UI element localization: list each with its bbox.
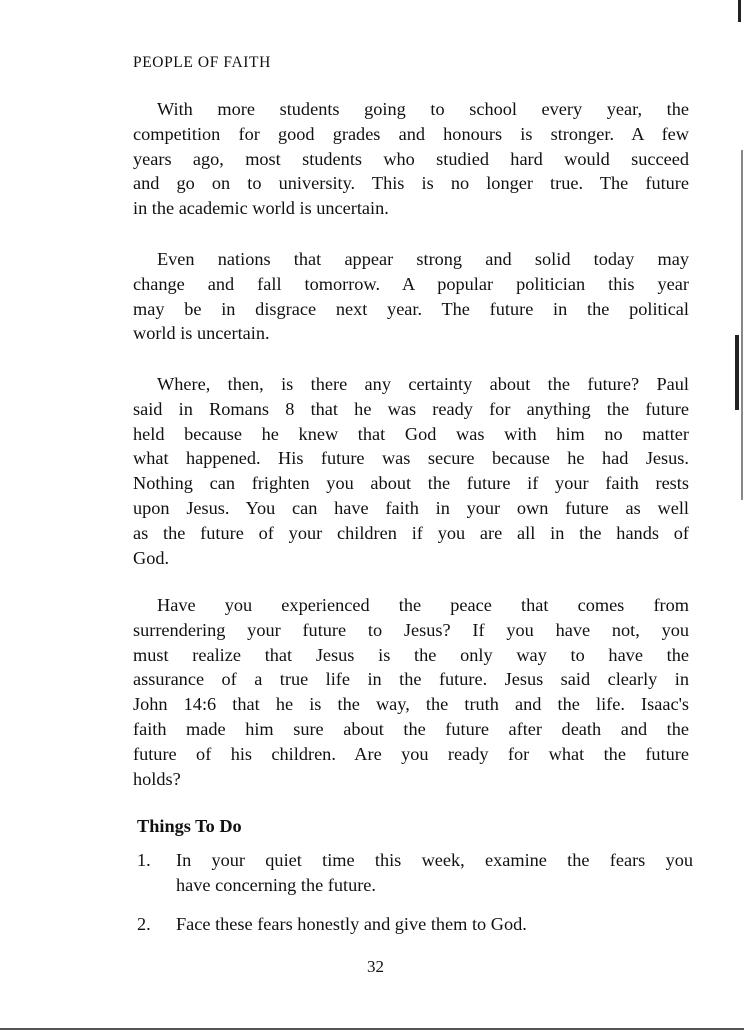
item-number: 1. — [137, 850, 151, 870]
text-line: holds? — [133, 768, 181, 789]
list-item — [137, 912, 693, 937]
paragraph — [133, 593, 689, 791]
text-line: upon Jesus. You can have faith in your own future as well — [133, 497, 689, 518]
paragraph — [133, 372, 689, 570]
text-line: as the future of your children if you are all in the hands of — [133, 522, 689, 543]
text-line: and go on to university. This is no longer true. The future — [133, 173, 689, 194]
item-number: 2. — [137, 914, 151, 934]
text-line: what happened. His future was secure because he had Jesus. — [133, 448, 689, 469]
text-line: competition for good grades and honours is stronger. A few — [133, 123, 689, 144]
text-line: held because he knew that God was with him no matter — [133, 423, 689, 444]
text-line: Where, then, is there any certainty about the future? Paul — [157, 374, 689, 394]
text-line: in the academic world is uncertain. — [133, 198, 389, 219]
text-line: God. — [133, 547, 170, 568]
text-line: change and fall tomorrow. A popular politician this year — [133, 273, 689, 294]
text-line: In your quiet time this week, examine the fears you — [176, 850, 693, 870]
paragraph — [133, 247, 689, 346]
text-line: faith made him sure about the future after death and the — [133, 718, 689, 739]
text-line: must realize that Jesus is the only way to have the — [133, 644, 689, 665]
text-line: Even nations that appear strong and solid today may — [157, 249, 689, 269]
text-line: surrendering your future to Jesus? If you have not, you — [133, 619, 689, 640]
text-line: Nothing can frighten you about the future if your faith rests — [133, 473, 689, 494]
page-number: 32 — [367, 957, 384, 976]
scan-edge-mark — [741, 150, 743, 500]
text-line: John 14:6 that he is the way, the truth and the life. Isaac's — [133, 694, 689, 715]
scan-edge-mark — [735, 335, 739, 410]
paragraph — [133, 97, 689, 221]
text-line: said in Romans 8 that he was ready for anything the future — [133, 398, 689, 419]
text-line: assurance of a true life in the future. Jesus said clearly in — [133, 669, 689, 690]
text-line: world is uncertain. — [133, 323, 270, 344]
text-line: may be in disgrace next year. The future in the political — [133, 298, 689, 319]
text-line: future of his children. Are you ready for what the future — [133, 743, 689, 764]
running-header: PEOPLE OF FAITH — [133, 54, 271, 71]
section-heading: Things To Do — [137, 816, 242, 836]
list-item — [137, 848, 693, 898]
text-line: years ago, most students who studied hard would succeed — [133, 148, 689, 169]
text-line: have concerning the future. — [176, 874, 376, 895]
scan-bottom-line — [0, 1028, 744, 1030]
scan-edge-mark — [738, 0, 741, 22]
text-line: Have you experienced the peace that comes from — [157, 595, 689, 615]
text-line: With more students going to school every year, the — [157, 99, 689, 119]
text-line: Face these fears honestly and give them to God. — [176, 914, 527, 934]
